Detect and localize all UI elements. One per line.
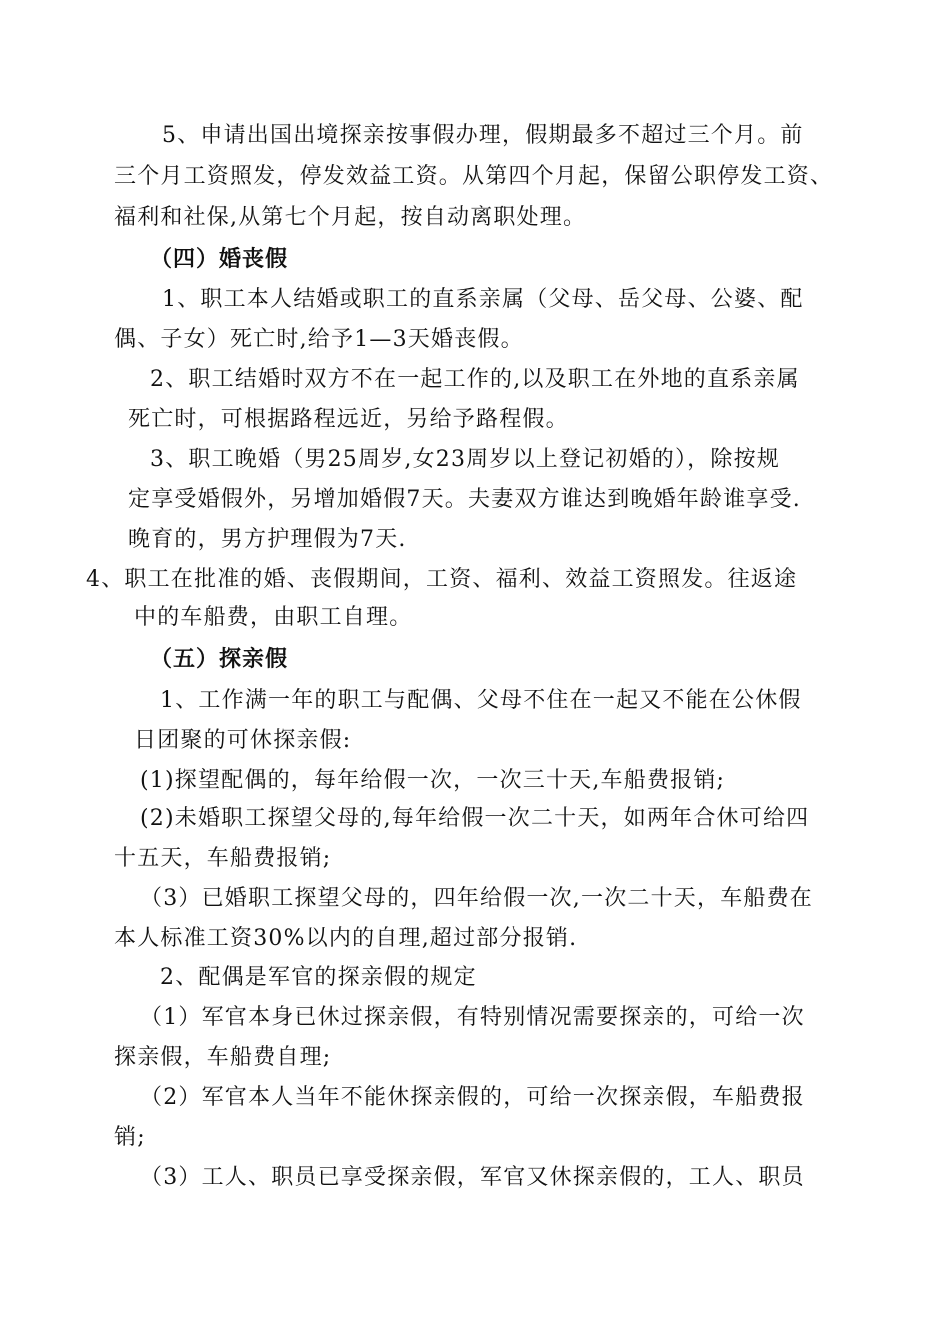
text-line-21: 本人标准工资30%以内的自理,超过部分报销.: [114, 926, 578, 951]
text-line-1: 5、申请出国出境探亲按事假办理，假期最多不超过三个月。前: [162, 123, 804, 148]
text-line-5: 1、职工本人结婚或职工的直系亲属（父母、岳父母、公婆、配: [162, 287, 804, 312]
text-line-3: 福利和社保,从第七个月起，按自动离职处理。: [114, 205, 587, 230]
text-line-16: 日团聚的可休探亲假:: [134, 728, 352, 753]
text-line-19: 十五天，车船费报销;: [114, 846, 332, 871]
text-line-15: 1、工作满一年的职工与配偶、父母不住在一起又不能在公休假: [160, 688, 802, 713]
text-line-25: （2）军官本人当年不能休探亲假的，可给一次探亲假，车船费报: [140, 1085, 805, 1110]
text-line-26: 销;: [114, 1125, 146, 1150]
text-line-17: (1)探望配偶的，每年给假一次，一次三十天,车船费报销;: [140, 768, 726, 793]
text-line-12: 4、职工在批准的婚、丧假期间，工资、福利、效益工资照发。往返途: [86, 567, 798, 592]
text-line-18: (2)未婚职工探望父母的,每年给假一次二十天，如两年合休可给四: [140, 806, 810, 831]
text-line-24: 探亲假，车船费自理;: [114, 1045, 332, 1070]
text-line-8: 死亡时，可根据路程远近，另给予路程假。: [128, 407, 569, 432]
text-line-22: 2、配偶是军官的探亲假的规定: [160, 965, 477, 990]
text-line-6: 偶、子女）死亡时,给予1—3天婚丧假。: [114, 327, 524, 352]
text-line-20: （3）已婚职工探望父母的，四年给假一次,一次二十天，车船费在: [140, 886, 813, 911]
text-line-9: 3、职工晚婚（男25周岁,女23周岁以上登记初婚的），除按规: [150, 447, 780, 472]
text-line-23: （1）军官本身已休过探亲假，有特别情况需要探亲的，可给一次: [140, 1005, 805, 1030]
text-line-7: 2、职工结婚时双方不在一起工作的,以及职工在外地的直系亲属: [150, 367, 800, 392]
text-line-27: （3）工人、职员已享受探亲假，军官又休探亲假的，工人、职员: [140, 1165, 805, 1190]
text-line-2: 三个月工资照发，停发效益工资。从第四个月起，保留公职停发工资、: [114, 164, 834, 189]
text-line-11: 晚育的，男方护理假为7天.: [128, 527, 407, 552]
section-heading-marriage-funeral-leave: （四）婚丧假: [150, 246, 289, 272]
section-heading-family-visit-leave: （五）探亲假: [150, 646, 289, 672]
text-line-13: 中的车船费，由职工自理。: [134, 605, 413, 630]
text-line-10: 定享受婚假外，另增加婚假7天。夫妻双方谁达到晚婚年龄谁享受.: [128, 487, 801, 512]
